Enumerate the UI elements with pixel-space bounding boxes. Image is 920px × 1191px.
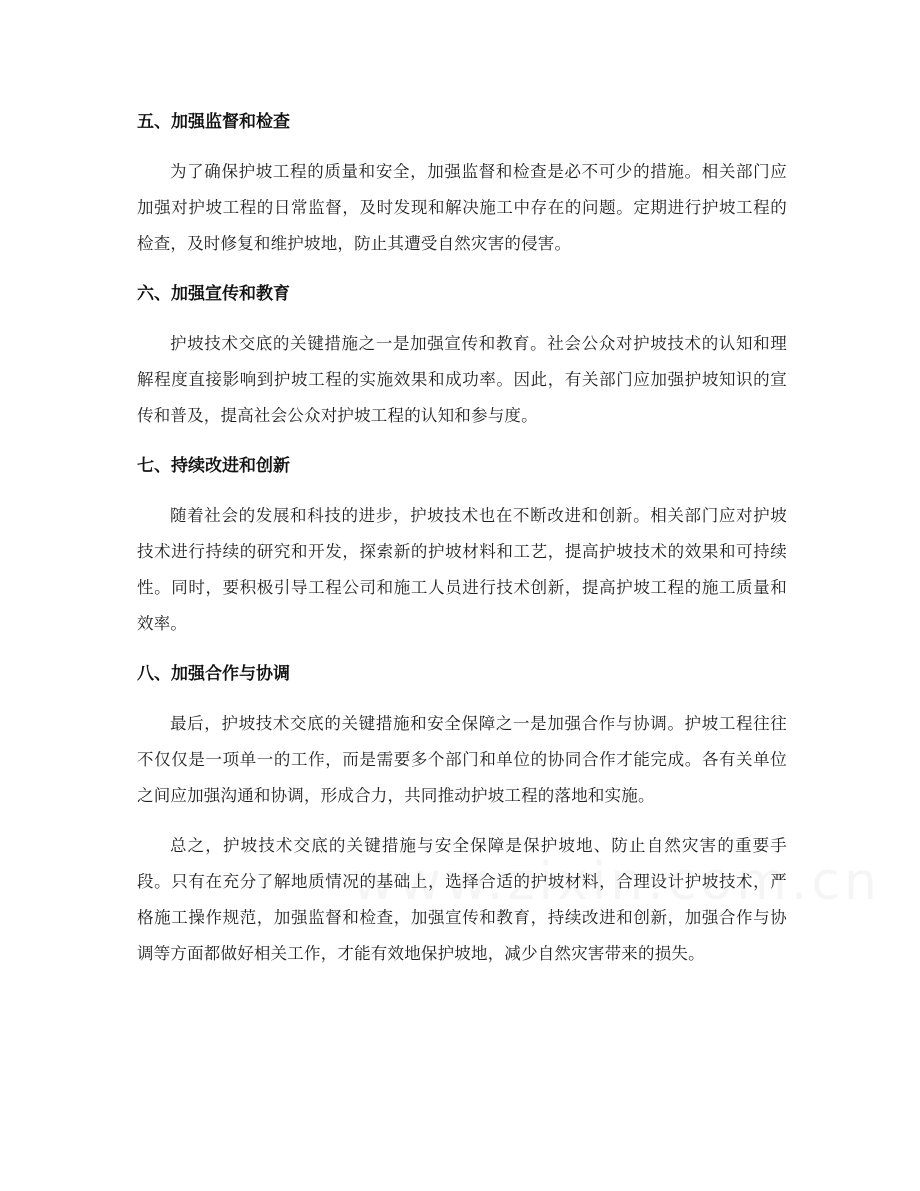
conclusion-paragraph: 总之，护坡技术交底的关键措施与安全保障是保护坡地、防止自然灾害的重要手段。只有在充分了解地质情况的基础上，选择合适的护坡材料，合理设计护坡技术，严格施工操作规范，加强监督和检查，加强宣传和教育，持续改进和创新，加强合作与协调等方面都做好相关工作，才能有效地保护坡地，减少自然灾害带来的损失。 [137,836,787,963]
section-heading-7: 七、持续改进和创新 [137,456,290,476]
section-paragraph-7: 随着社会的发展和科技的进步，护坡技术也在不断改进和创新。相关部门应对护坡技术进行持续的研究和开发，探索新的护坡材料和工艺，提高护坡技术的效果和可持续性。同时，要积极引导工程公司和施工人员进行技术创新，提高护坡工程的施工质量和效率。 [137,506,787,633]
document-body [137,104,787,986]
section-heading-5: 五、加强监督和检查 [137,112,290,132]
section-paragraph-5: 为了确保护坡工程的质量和安全，加强监督和检查是必不可少的措施。相关部门应加强对护坡工程的日常监督，及时发现和解决施工中存在的问题。定期进行护坡工程的检查，及时修复和维护坡地，防止其遭受自然灾害的侵害。 [137,162,787,253]
section-paragraph-6: 护坡技术交底的关键措施之一是加强宣传和教育。社会公众对护坡技术的认知和理解程度直接影响到护坡工程的实施效果和成功率。因此，有关部门应加强护坡知识的宣传和普及，提高社会公众对护坡工程的认知和参与度。 [137,334,787,425]
section-paragraph-8: 最后，护坡技术交底的关键措施和安全保障之一是加强合作与协调。护坡工程往往不仅仅是一项单一的工作，而是需要多个部门和单位的协同合作才能完成。各有关单位之间应加强沟通和协调，形成合力，共同推动护坡工程的落地和实施。 [137,714,787,805]
section-heading-8: 八、加强合作与协调 [137,664,290,684]
section-heading-6: 六、加强宣传和教育 [137,284,290,304]
